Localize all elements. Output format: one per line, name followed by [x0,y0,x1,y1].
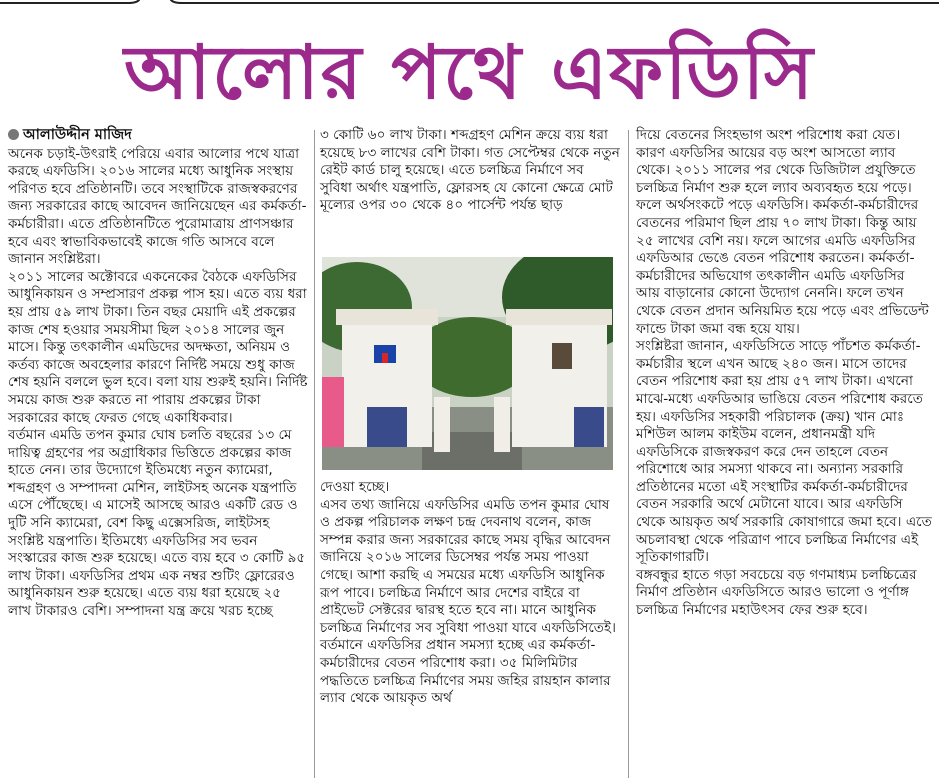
top-frame-lines [0,0,939,10]
paragraph: দেওয়া হচ্ছে। [320,479,390,495]
paragraph: দিয়ে বেতনের সিংহভাগ অংশ পরিশোধ করা যেত। কারণ এফডিসির আয়ের বড় অংশ আসতো ল্যাব থেকে। ২০১১ সালের পর থেকে ডিজিটাল প্রযুক্তিতে চলচ্চিত্র নির্মাণ শুরু হলে ল্যাব অব্যবহৃত হয়ে পড়ে। ফলে অর্থসংকটে পড়ে এফডিসি। কর্মকর্তা-কর্মচারীদের বেতনের পরিমাণ ছিল প্রায় ৭০ লাখ টাকা। কিন্তু আয় ২৫ লাখের বেশি নয়। ফলে আগের এমডি এফডিসির এফডিআর ভেঙে বেতন পরিশোধ করতেন। কর্মকর্তা-কর্মচারীদের অভিযোগ তৎকালীন এমডি এফডিসির আয় বাড়ানোর কোনো উদ্যোগ নেননি। ফলে তখন থেকে বেতন প্রদান অনিয়মিত হয়ে পড়ে এবং প্রভিডেন্ট ফান্ডে টাকা জমা বন্ধ হয়ে যায়। [636,127,929,337]
fdc-gate-photo [322,257,613,470]
column-2-bottom [320,479,620,708]
paragraph: ৩ কোটি ৬০ লাখ টাকা। শব্দগ্রহণ মেশিন ক্রয়ে ব্যয় ধরা হয়েছে ৮৩ লাখের বেশি টাকা। গত সেপ্টেম্বর থেকে নতুন রেইট কার্ড চালু হয়েছে। এতে চলচ্চিত্র নির্মাণে সব সুবিধা অর্থাৎ যন্ত্রপাতি, ফ্লোরসহ যে কোনো ক্ষেত্রে মোট মূল্যের ওপর ৩০ থেকে ৪০ পার্সেন্ট পর্যন্ত ছাড় [320,127,620,214]
column-rule [628,130,629,778]
paragraph: বর্তমান এমডি তপন কুমার ঘোষ চলতি বছরের ১৩ মে দায়িত্ব গ্রহণের পর অগ্রাধিকার ভিত্তিতে প্রকল্পের কাজ হাতে নেন। তার উদ্যোগে ইতিমধ্যে নতুন ক্যামেরা, শব্দগ্রহণ ও সম্পাদনা মেশিন, লাইটসহ অনেক যন্ত্রপাতি এসে পৌঁছেছে। এ মাসেই আসছে আরও একটি রেড ও দুটি সনি ক্যামেরা, বেশ কিছু এক্সেসরিজ, লাইটসহ সংশ্লিষ্ট যন্ত্রপাতি। ইতিমধ্যে এফডিসির সব ভবন সংস্কারের কাজ শুরু হয়েছে। এতে ব্যয় হবে ৩ কোটি ৯৫ লাখ টাকা। এফডিসির প্রথম এক নম্বর শুটিং ফ্লোরেরও আধুনিকায়ন শুরু হয়েছে। এতে ব্যয় ধরা হয়েছে ২৫ লাখ টাকারও বেশি। সম্পাদনা যন্ত্র ক্রয়ে খরচ হচ্ছে [8,427,306,620]
paragraph: ২০১১ সালের অক্টোবরে একনেকের বৈঠকে এফডিসির আধুনিকায়ন ও সম্প্রসারণ প্রকল্প পাস হয়। এতে ব্যয় ধরা হয় প্রায় ৫৯ লাখ টাকা। তিন বছর মেয়াদি এই প্রকল্পের কাজ শেষ হওয়ার সময়সীমা ছিল ২০১৪ সালের জুন মাসে। কিন্তু তৎকালীন এমডিদের অদক্ষতা, অনিয়ম ও কর্তব্য কাজে অবহেলার কারণে নির্দিষ্ট সময়ে শুধু কাজ শেষ হয়নি বললে ভুল হবে। বলা যায় শুরুই হয়নি। নির্দিষ্ট সময়ে কাজ শুরু করতে না পারায় প্রকল্পের টাকা সরকারের কাছে ফেরত গেছে একাধিকবার। [8,268,308,426]
column-1 [8,127,308,621]
paragraph: বর্তমানে এফডিসির প্রধান সমস্যা হচ্ছে এর কর্মকর্তা-কর্মচারীদের বেতন পরিশোধ করা। ৩৫ মিলিমিটার পদ্ধতিতে চলচ্চিত্র নির্মাণের সময় জহির রায়হান কালার ল্যাব থেকে আয়কৃত অর্থ [320,637,611,707]
byline [8,127,308,145]
photo-illustration [322,257,613,470]
paragraph: অনেক চড়াই-উৎরাই পেরিয়ে এবার আলোর পথে যাত্রা করছে এফডিসি। ২০১৬ সালের মধ্যে আধুনিক সংস্থায় পরিণত হবে প্রতিষ্ঠানটি। তবে সংস্থাটিকে রাজস্বকরণের জন্য সরকারের কাছে আবেদন জানিয়েছেন এর কর্মকর্তা-কর্মচারীরা। এতে প্রতিষ্ঠানটিতে পুরোমাত্রায় প্রাণসঞ্চার হবে এবং স্বাভাবিকভাবেই কাজে গতি আসবে বলে জানান সংশ্লিষ্টরা। [8,145,307,268]
column-rule [314,130,315,778]
author-name: আলাউদ্দীন মাজিদ [23,127,132,143]
headline: আলোর পথে এফডিসি [124,30,815,116]
paragraph: বঙ্গবন্ধুর হাতে গড়া সবচেয়ে বড় গণমাধ্যম চলচ্চিত্রের নির্মাণ প্রতিষ্ঠান এফডিসিতে আরও ভালো ও পূর্ণাঙ্গ চলচ্চিত্র নির্মাণের মহাউৎসব ফের শুরু হবে। [636,566,917,619]
paragraph: সংশ্লিষ্টরা জানান, এফডিসিতে সাড়ে পাঁচশত কর্মকর্তা-কর্মচারীর স্থলে এখন আছে ২৪০ জন। মাসে তাদের বেতন পরিশোধ করা হয় প্রায় ৫৭ লাখ টাকা। এখনো মাঝে-মধ্যে এফডিআর ভাঙিয়ে বেতন পরিশোধ করতে হয়। এফডিসির সহকারী পরিচালক (ক্রয়) খান মোঃ মশিউল আলম কাইউম বলেন, প্রধানমন্ত্রী যদি এফডিসিকে রাজস্বকরণ করে দেন তাহলে বেতন পরিশোধে আর সমস্যা থাকবে না। অন্যান্য সরকারি প্রতিষ্ঠানের মতো এই সংস্থাটির কর্মকর্তা-কর্মচারীদের বেতন সরকারি অর্থে মেটানো যাবে। আর এফডিসি থেকে আয়কৃত অর্থ সরকারি কোষাগারে জমা হবে। এতে অচলাবস্থা থেকে পরিত্রাণ পাবে চলচ্চিত্র নির্মাণের এই সূতিকাগারটি। [636,338,932,566]
column-3 [636,127,932,620]
bullet-icon [8,129,19,140]
paragraph: এসব তথ্য জানিয়ে এফডিসির এমডি তপন কুমার ঘোষ ও প্রকল্প পরিচালক লক্ষণ চন্দ্র দেবনাথ বলেন, কাজ সম্পন্ন করার জন্য সরকারের কাছে সময় বৃদ্ধির আবেদন জানিয়ে ২০১৬ সালের ডিসেম্বর পর্যন্ত সময় পাওয়া গেছে। আশা করছি এ সময়ের মধ্যে এফডিসি আধুনিক রূপ পাবে। চলচ্চিত্র নির্মাণে আর দেশের বাইরে বা প্রাইভেট সেক্টরের দ্বারস্থ হতে হবে না। মানে আধুনিক চলচ্চিত্র নির্মাণের সব সুবিধা পাওয়া যাবে এফডিসিতেই। [320,496,616,636]
column-2-top [320,127,620,215]
